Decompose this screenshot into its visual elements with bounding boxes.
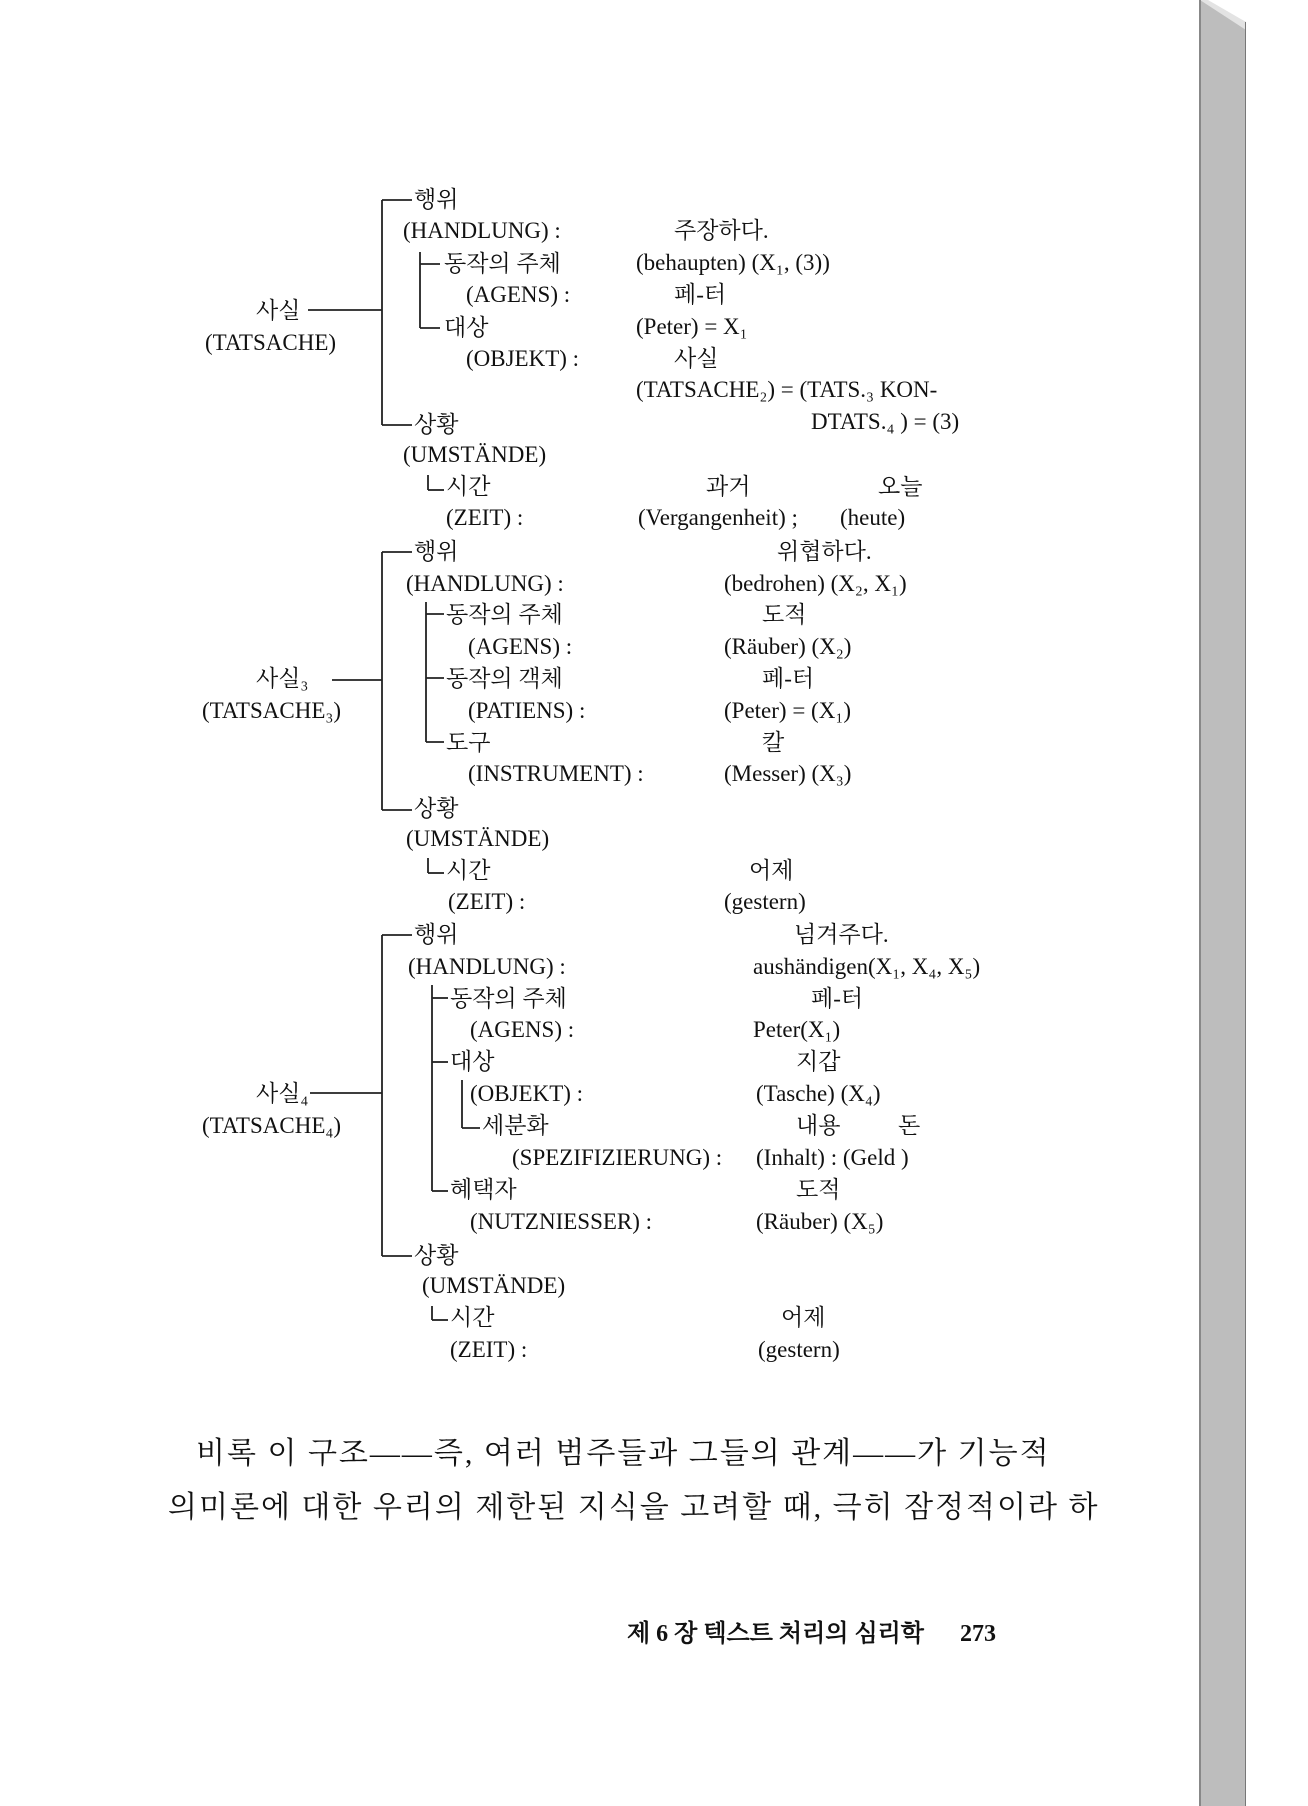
tree2-instrument-label: 도구: [446, 730, 491, 755]
tree3-zeit-ko-value: 어제: [781, 1305, 826, 1330]
tree3-handlung-label-en: (HANDLUNG) :: [408, 954, 566, 979]
tree3-agens-label: 동작의 주체: [450, 986, 567, 1011]
tree1-objekt-value: (TATSACHE₂) = (TATS.₃ KON-: [636, 377, 938, 402]
tree3-objekt-ko-value: 지갑: [796, 1049, 841, 1074]
tree3-zeit-label: 시간: [450, 1305, 495, 1330]
tree1-zeit-label: 시간: [446, 474, 491, 499]
tree2-root-label-en: (TATSACHE₃): [202, 698, 342, 723]
tree1-objekt-label-en: (OBJEKT) :: [466, 346, 580, 371]
tree2-instrument-label-en: (INSTRUMENT) :: [468, 761, 644, 786]
tree3-umstaende-label-en: (UMSTÄNDE): [422, 1273, 566, 1298]
tree1-handlung-label: 행위: [414, 187, 459, 212]
tree2-handlung-ko-value: 위협하다.: [777, 539, 872, 564]
tree1-objekt-value-line2: DTATS.₄ ) = (3): [811, 409, 960, 434]
tree1-agens-value: (Peter) = X₁: [636, 314, 748, 339]
tree3-objekt-label-en: (OBJEKT) :: [470, 1081, 584, 1106]
page-footer: [600, 1613, 996, 1648]
tree3-spezifizierung-ko-value-money: 돈: [898, 1113, 921, 1138]
tree3-nutzniesser-ko-value: 도적: [796, 1177, 841, 1202]
tree2-zeit-label-en: (ZEIT) :: [448, 889, 526, 914]
tree1-root-label-en: (TATSACHE): [205, 330, 337, 355]
tree3-spezifizierung-value: (Inhalt) : (Geld ): [756, 1145, 909, 1170]
tree3-agens-value: Peter(X₁): [753, 1017, 841, 1042]
tree3-handlung-value: aushändigen(X₁, X₄, X₅): [753, 954, 981, 979]
tree2-handlung-label-en: (HANDLUNG) :: [406, 571, 564, 596]
tree2-zeit-value: (gestern): [724, 889, 806, 914]
running-head: 제 6 장 텍스트 처리의 심리학: [626, 1621, 924, 1647]
tree1-handlung-label-en: (HANDLUNG) :: [403, 218, 561, 243]
tree1-agens-ko-value: 페-터: [674, 282, 727, 307]
tree2-umstaende-label-en: (UMSTÄNDE): [406, 826, 550, 851]
tree1-umstaende-label: 상황: [414, 412, 459, 437]
tree2-root-label: 사실₃: [256, 666, 309, 691]
body-text-line-1: 비록 이 구조——즉, 여러 범주들과 그들의 관계——가 기능적: [196, 1437, 1051, 1470]
tree1-zeit-value-today: (heute): [840, 505, 906, 530]
tree3-umstaende-label: 상황: [414, 1243, 459, 1268]
tree2-instrument-ko-value: 칼: [762, 730, 785, 755]
tree1-handlung-ko-value: 주장하다.: [674, 218, 769, 243]
tree3-agens-ko-value: 페-터: [811, 986, 864, 1011]
tree1-agens-label: 동작의 주체: [444, 251, 561, 276]
tree1-agens-label-en: (AGENS) :: [466, 282, 571, 307]
tree2-patiens-value: (Peter) = (X₁): [724, 698, 851, 723]
tree2-zeit-label: 시간: [446, 858, 491, 883]
tree2-patiens-label-en: (PATIENS) :: [468, 698, 586, 723]
tree3-root-label: 사실₄: [256, 1081, 309, 1106]
tree1-objekt-label: 대상: [444, 315, 489, 340]
tree3-spezifizierung-label-en: (SPEZIFIZIERUNG) :: [512, 1145, 723, 1170]
tree2-zeit-ko-value: 어제: [749, 858, 794, 883]
tree1-zeit-value-past: (Vergangenheit) ;: [638, 505, 798, 530]
tree3-handlung-ko-value: 넘겨주다.: [794, 922, 889, 947]
tree2-agens-label: 동작의 주체: [446, 602, 563, 627]
tree1-root-label: 사실: [256, 298, 301, 323]
tree3-zeit-value: (gestern): [758, 1337, 840, 1362]
tree2-instrument-value: (Messer) (X₃): [724, 761, 852, 786]
tree3-zeit-label-en: (ZEIT) :: [450, 1337, 528, 1362]
tree3-spezifizierung-ko-value-content: 내용: [796, 1113, 841, 1138]
tree3-nutzniesser-label: 혜택자: [450, 1177, 517, 1202]
tree2-umstaende-label: 상황: [414, 796, 459, 821]
tree1-objekt-ko-value: 사실: [674, 346, 719, 371]
tree1-umstaende-label-en: (UMSTÄNDE): [403, 442, 547, 467]
tree3-objekt-value: (Tasche) (X₄): [756, 1081, 881, 1106]
tree3-agens-label-en: (AGENS) :: [470, 1017, 575, 1042]
body-text-line-2: 의미론에 대한 우리의 제한된 지식을 고려할 때, 극히 잠정적이라 하: [168, 1491, 1100, 1524]
tree2-agens-ko-value: 도적: [762, 602, 807, 627]
tree2-handlung-value: (bedrohen) (X₂, X₁): [724, 571, 907, 596]
tree2-patiens-label: 동작의 객체: [446, 666, 563, 691]
tree3-objekt-label: 대상: [450, 1049, 495, 1074]
tree3-root-label-en: (TATSACHE₄): [202, 1113, 342, 1138]
tree1-zeit-label-en: (ZEIT) :: [446, 505, 524, 530]
tree3-spezifizierung-label: 세분화: [482, 1113, 549, 1138]
tree2-patiens-ko-value: 페-터: [762, 666, 815, 691]
tree2-agens-label-en: (AGENS) :: [468, 634, 573, 659]
tree3-nutzniesser-value: (Räuber) (X₅): [756, 1209, 884, 1234]
tree3-handlung-label: 행위: [414, 922, 459, 947]
page-number: 273: [960, 1621, 996, 1647]
tree1-zeit-ko-value-today: 오늘: [878, 474, 923, 499]
tree2-handlung-label: 행위: [414, 539, 459, 564]
tree1-zeit-ko-value-past: 과거: [706, 474, 751, 499]
tree1-handlung-value: (behaupten) (X₁, (3)): [636, 250, 830, 275]
tree2-agens-value: (Räuber) (X₂): [724, 634, 852, 659]
tree3-nutzniesser-label-en: (NUTZNIESSER) :: [470, 1209, 653, 1234]
